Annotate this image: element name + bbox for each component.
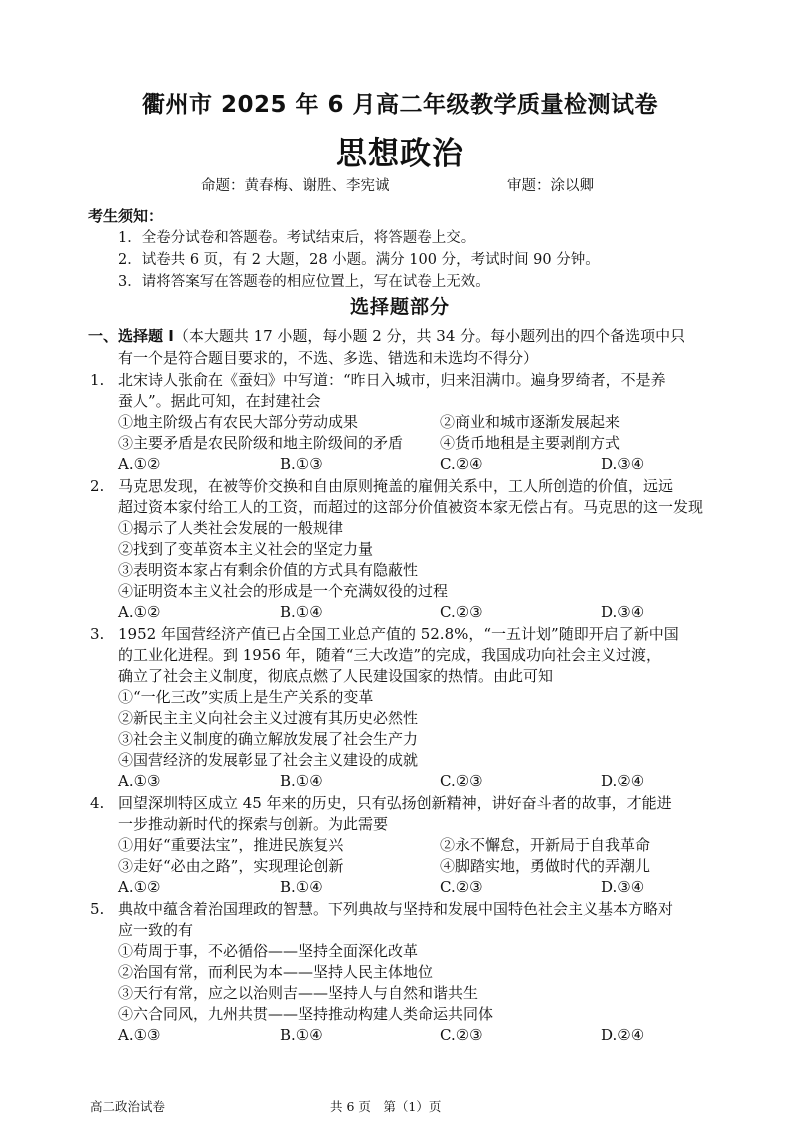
answer-choice-d: D.③④	[601, 455, 645, 473]
answer-choice-b: B.①④	[280, 603, 323, 621]
statement-option: ①苟周于事，不必循俗——坚持全面深化改革	[118, 942, 419, 960]
statement-option: ①揭示了人类社会发展的一般规律	[118, 519, 344, 537]
statement-option: ①地主阶级占有农民大部分劳动成果	[118, 413, 359, 431]
notice-heading: 考生须知：	[88, 207, 164, 225]
question-stem: 蚕人”。据此可知，在封建社会	[118, 392, 321, 410]
answer-choice-c: C.②④	[440, 455, 483, 473]
statement-option: ③主要矛盾是农民阶级和地主阶级间的矛盾	[118, 434, 404, 452]
question-stem: 马克思发现，在被等价交换和自由原则掩盖的雇佣关系中，工人所创造的价值，远远	[118, 477, 674, 495]
part-intro-line: 有一个是符合题目要求的，不选、多选、错选和未选均不得分）	[118, 349, 539, 367]
question-stem: 1952 年国营经济产值已占全国工业总产值的 52.8%，“一五计划”随即开启了新中国	[118, 625, 679, 643]
question-number: 5.	[90, 900, 105, 918]
answer-choice-b: B.①④	[280, 1026, 323, 1044]
part-intro-text: （本大题共 17 小题，每小题 2 分，共 34 分。每小题列出的四个备选项中只	[173, 327, 686, 345]
notice-item: 1．全卷分试卷和答题卷。考试结束后，将答题卷上交。	[118, 230, 476, 246]
answer-choice-c: C.②③	[440, 603, 483, 621]
answer-choice-b: B.①③	[280, 455, 323, 473]
answer-choice-b: B.①④	[280, 878, 323, 896]
question-stem: 北宋诗人张俞在《蚕妇》中写道：“昨日入城市，归来泪满巾。遍身罗绮者，不是养	[118, 371, 666, 389]
question-number: 3.	[90, 625, 105, 643]
answer-choice-a: A.①②	[118, 878, 161, 896]
answer-choice-c: C.②③	[440, 878, 483, 896]
reviewer-line: 审题：涂以卿	[507, 178, 594, 194]
question-stem: 典故中蕴含着治国理政的智慧。下列典故与坚持和发展中国特色社会主义基本方略对	[118, 900, 674, 918]
question-number: 1.	[90, 371, 105, 389]
statement-option: ④证明资本主义社会的形成是一个充满奴役的过程	[118, 582, 449, 600]
statement-option: ②永不懈怠，开新局于自我革命	[440, 836, 651, 854]
exam-title: 衢州市 2025 年 6 月高二年级教学质量检测试卷	[141, 92, 659, 118]
question-stem: 应一致的有	[118, 921, 194, 939]
question-stem: 确立了社会主义制度，彻底点燃了人民建设国家的热情。由此可知	[118, 667, 554, 685]
statement-option: ③天行有常，应之以治则吉——坚持人与自然和谐共生	[118, 984, 479, 1002]
statement-option: ②新民主主义向社会主义过渡有其历史必然性	[118, 709, 419, 727]
answer-choice-a: A.①③	[118, 772, 161, 790]
section-heading: 选择题部分	[349, 296, 450, 318]
notice-item: 2．试卷共 6 页，有 2 大题，28 小题。满分 100 分，考试时间 90 分钟。	[118, 252, 600, 268]
answer-choice-c: C.②③	[440, 1026, 483, 1044]
statement-option: ④国营经济的发展彰显了社会主义建设的成就	[118, 751, 419, 769]
question-stem: 超过资本家付给工人的工资，而超过的这部分价值被资本家无偿占有。马克思的这一发现	[118, 498, 704, 516]
statement-option: ②找到了变革资本主义社会的坚定力量	[118, 540, 374, 558]
answer-choice-d: D.②④	[601, 772, 645, 790]
statement-option: ③社会主义制度的确立解放发展了社会生产力	[118, 730, 419, 748]
answer-choice-d: D.③④	[601, 878, 645, 896]
answer-choice-a: A.①②	[118, 455, 161, 473]
notice-item: 3．请将答案写在答题卷的相应位置上，写在试卷上无效。	[118, 274, 490, 290]
question-stem: 的工业化进程。到 1956 年，随着“三大改造”的完成，我国成功向社会主义过渡，	[118, 646, 662, 664]
footer-page-number: 共 6 页 第（1）页	[330, 1099, 442, 1114]
statement-option: ①用好“重要法宝”，推进民族复兴	[118, 836, 344, 854]
question-stem: 回望深圳特区成立 45 年来的历史，只有弘扬创新精神，讲好奋斗者的故事，才能进	[118, 794, 672, 812]
setters-line: 命题：黄春梅、谢胜、李宪诚	[201, 178, 390, 194]
statement-option: ①“一化三改”实质上是生产关系的变革	[118, 688, 374, 706]
subject-title: 思想政治	[336, 136, 464, 172]
question-number: 2.	[90, 477, 105, 495]
statement-option: ②商业和城市逐渐发展起来	[440, 413, 621, 431]
answer-choice-d: D.②④	[601, 1026, 645, 1044]
statement-option: ④六合同风，九州共贯——坚持推动构建人类命运共同体	[118, 1005, 494, 1023]
statement-option: ③走好“必由之路”，实现理论创新	[118, 857, 344, 875]
part-intro-line	[88, 326, 685, 346]
answer-choice-b: B.①④	[280, 772, 323, 790]
statement-option: ②治国有常，而利民为本——坚持人民主体地位	[118, 963, 434, 981]
statement-option: ④货币地租是主要剥削方式	[440, 434, 621, 452]
statement-option: ③表明资本家占有剩余价值的方式具有隐蔽性	[118, 561, 419, 579]
answer-choice-a: A.①②	[118, 603, 161, 621]
footer-paper-name: 高二政治试卷	[90, 1099, 166, 1114]
statement-option: ④脚踏实地，勇做时代的弄潮儿	[440, 857, 651, 875]
question-number: 4.	[90, 794, 105, 812]
part-label: 一、选择题 I	[88, 327, 174, 345]
question-stem: 一步推动新时代的探索与创新。为此需要	[118, 815, 389, 833]
answer-choice-c: C.②③	[440, 772, 483, 790]
answer-choice-a: A.①③	[118, 1026, 161, 1044]
answer-choice-d: D.③④	[601, 603, 645, 621]
